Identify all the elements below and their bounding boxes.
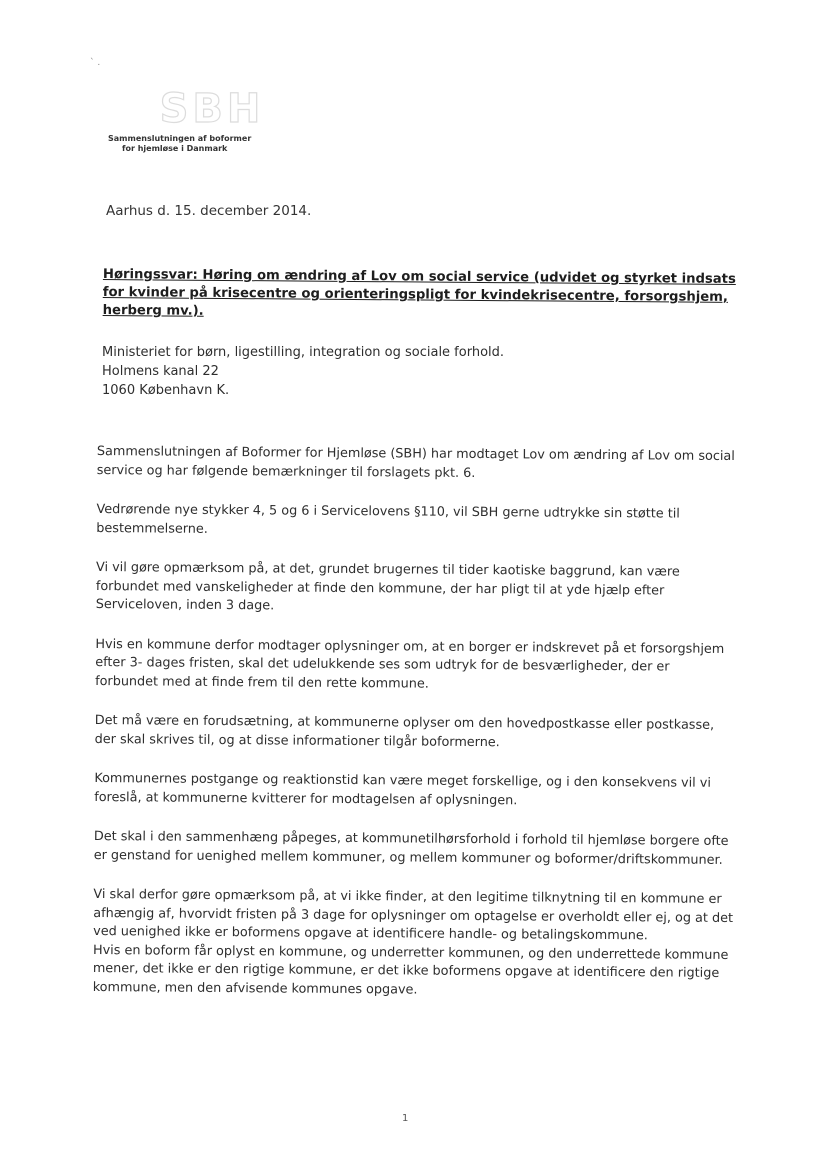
organization-name-line1: Sammenslutningen af boformer	[108, 134, 252, 143]
body-paragraph: Det skal i den sammenhæng påpeges, at kommunetilhørsforhold i forhold til hjemløse borgere ofte er genstand for uenighed mellem kommuner, og mellem kommuner og boformer/driftskommuner.	[93, 828, 729, 868]
body-paragraph: Vedrørende nye stykker 4, 5 og 6 i Servicelovens §110, vil SBH gerne udtrykke sin støtte til bestemmelserne.	[96, 501, 680, 537]
letterhead	[108, 88, 298, 154]
organization-name-line2: for hjemløse i Danmark	[122, 144, 228, 153]
body-paragraph: Sammenslutningen af Boformer for Hjemløse (SBH) har modtaget Lov om ændring af Lov om social service og har følgende bemærkninger til forslagets pkt. 6.	[96, 443, 735, 481]
body-paragraph: Hvis en kommune derfor modtager oplysninger om, at en borger er indskrevet på et forsorgshjem efter 3- dages fristen, skal det udelukkende ses som udtryk for de besværligheder, der er forbundet med at finde frem til den rette kommune.	[95, 636, 725, 692]
organization-name	[108, 134, 298, 154]
subject-heading: Høringssvar: Høring om ændring af Lov om social service (udvidet og styrket indsats for kvinder på krisecentre og orienteringspligt for kvindekrisecentre, forsorgshjem, herberg mv.).	[102, 266, 736, 319]
letter-date: Aarhus d. 15. december 2014.	[106, 203, 312, 219]
body-paragraph: Vi skal derfor gøre opmærksom på, at vi ikke finder, at den legitime tilknytning til en kommune er afhængig af, hvorvidt fristen på 3 dage for oplysninger om optagelse er overholdt eller ej, og at det ved uenighed ikke er boformens opgave at identificere handle- og betalingskommune.	[93, 886, 734, 944]
body-paragraph: Det må være en forudsætning, at kommunerne oplyser om den hovedpostkasse eller postkasse, der skal skrives til, og at disse informationer tilgår boformerne.	[94, 712, 715, 750]
body-paragraph: Hvis en boform får oplyst en kommune, og underretter kommunen, og den underrettede kommune mener, det ikke er den rigtige kommune, er det ikke boformens opgave at identificere den rigtige kommune, men den afvisende kommunes opgave.	[92, 942, 729, 998]
body-paragraph: Kommunernes postgange og reaktionstid kan være meget forskellige, og i den konsekvens vil vi foreslå, at kommunerne kvitterer for modtagelsen af oplysningen.	[94, 770, 712, 808]
sbh-logo	[132, 88, 292, 128]
letter-body	[92, 443, 736, 1023]
page-number: 1	[402, 1113, 409, 1124]
recipient-line: Ministeriet for børn, ligestilling, integration og sociale forhold.	[102, 345, 505, 360]
scan-mark: ` .	[90, 58, 101, 68]
recipient-address	[102, 343, 504, 400]
recipient-line: 1060 København K.	[102, 383, 230, 398]
svg-text:SBH: SBH	[159, 88, 265, 128]
recipient-line: Holmens kanal 22	[102, 364, 219, 379]
body-paragraph: Vi vil gøre opmærksom på, at det, grundet brugernes til tider kaotiske baggrund, kan være forbundet med vanskeligheder at finde den kommune, der har pligt til at yde hjælp efter Serviceloven, inden 3 dage.	[95, 559, 680, 614]
